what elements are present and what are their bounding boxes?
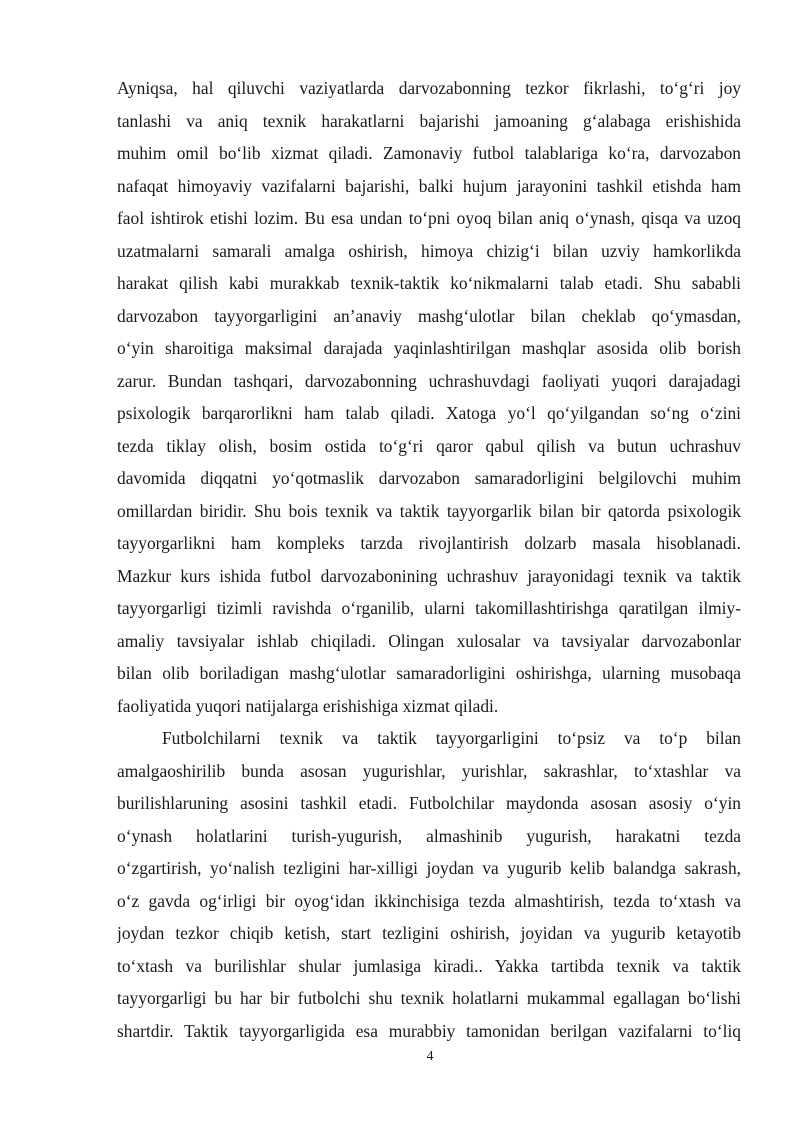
- text-line: zarur. Bundan tashqari, darvozabonning uchrashuvdagi faoliyati yuqori darajadagi: [117, 370, 741, 391]
- text-line: burilishlaruning asosini tashkil etadi. Futbolchilar maydonda asosan asosiy o‘yin: [117, 793, 741, 813]
- text-line: bilan olib boriladigan mashg‘ulotlar samaradorligini oshirishga, ularning musobaqa: [117, 663, 741, 683]
- text-line: muhim omil bo‘lib xizmat qiladi. Zamonaviy futbol talablariga ko‘ra, darvozabon: [117, 143, 741, 163]
- text-line: omillardan biridir. Shu bois texnik va taktik tayyorgarlik bilan bir qatorda psixologik: [117, 500, 741, 521]
- text-line: uzatmalarni samarali amalga oshirish, himoya chizig‘i bilan uzviy hamkorlikda: [117, 240, 741, 261]
- text-line: o‘zgartirish, yo‘nalish tezligini har-xilligi joydan va yugurib kelib balandga sakrash,: [117, 858, 741, 878]
- text-line: tayyorgarligi bu har bir futbolchi shu texnik holatlarni mukammal egallagan bo‘lishi: [117, 988, 741, 1008]
- page-number: 4: [426, 1049, 434, 1064]
- text-line: davomida diqqatni yo‘qotmaslik darvozabon samaradorligini belgilovchi muhim: [117, 468, 741, 488]
- text-line: nafaqat himoyaviy vazifalarni bajarishi, balki hujum jarayonini tashkil etishda ham: [117, 175, 741, 196]
- text-line: darvozabon tayyorgarligini an’anaviy mashg‘ulotlar bilan cheklab qo‘ymasdan,: [117, 305, 741, 326]
- text-line: joydan tezkor chiqib ketish, start tezligini oshirish, joyidan va yugurib ketayotib: [117, 923, 741, 943]
- text-line: o‘yin sharoitiga maksimal darajada yaqinlashtirilgan mashqlar asosida olib borish: [117, 338, 741, 358]
- text-line: shartdir. Taktik tayyorgarligida esa murabbiy tamonidan berilgan vazifalarni to‘liq: [117, 1020, 741, 1041]
- text-line: psixologik barqarorlikni ham talab qiladi. Xatoga yo‘l qo‘yilgandan so‘ng o‘zini: [117, 403, 741, 423]
- text-line: Mazkur kurs ishida futbol darvozabonining uchrashuv jarayonidagi texnik va taktik: [117, 565, 741, 586]
- text-line: amalgaoshirilib bunda asosan yugurishlar, yurishlar, sakrashlar, to‘xtashlar va: [117, 760, 741, 781]
- text-line: tayyorgarlikni ham kompleks tarzda rivojlantirish dolzarb masala hisoblanadi.: [117, 533, 741, 553]
- text-line: o‘ynash holatlarini turish-yugurish, almashinib yugurish, harakatni tezda: [117, 825, 741, 846]
- paragraph-2: [117, 722, 741, 1047]
- text-line: to‘xtash va burilishlar shular jumlasiga kiradi.. Yakka tartibda texnik va taktik: [117, 955, 741, 976]
- text-line: faol ishtirok etishi lozim. Bu esa undan to‘pni oyoq bilan aniq o‘ynash, qisqa va uzoq: [117, 208, 741, 228]
- text-line: Futbolchilarni texnik va taktik tayyorgarligini to‘psiz va to‘p bilan: [162, 728, 741, 748]
- text-line: tezda tiklay olish, bosim ostida to‘g‘ri qaror qabul qilish va butun uchrashuv: [117, 435, 741, 456]
- text-line: harakat qilish kabi murakkab texnik-taktik ko‘nikmalarni talab etadi. Shu sababli: [117, 273, 741, 293]
- text-line: Ayniqsa, hal qiluvchi vaziyatlarda darvozabonning tezkor fikrlashi, to‘g‘ri joy: [117, 78, 741, 98]
- body-text: [117, 72, 741, 1047]
- text-line: tanlashi va aniq texnik harakatlarni bajarishi jamoaning g‘alabaga erishishida: [117, 110, 741, 131]
- text-line: o‘z gavda og‘irligi bir oyog‘idan ikkinchisiga tezda almashtirish, tezda to‘xtash va: [117, 890, 741, 911]
- paragraph-1: [117, 72, 741, 722]
- text-line: faoliyatida yuqori natijalarga erishishiga xizmat qiladi.: [117, 695, 499, 716]
- text-line: amaliy tavsiyalar ishlab chiqiladi. Olingan xulosalar va tavsiyalar darvozabonlar: [117, 630, 741, 651]
- text-line: tayyorgarligi tizimli ravishda o‘rganilib, ularni takomillashtirishga qaratilgan ilmiy-: [117, 598, 741, 618]
